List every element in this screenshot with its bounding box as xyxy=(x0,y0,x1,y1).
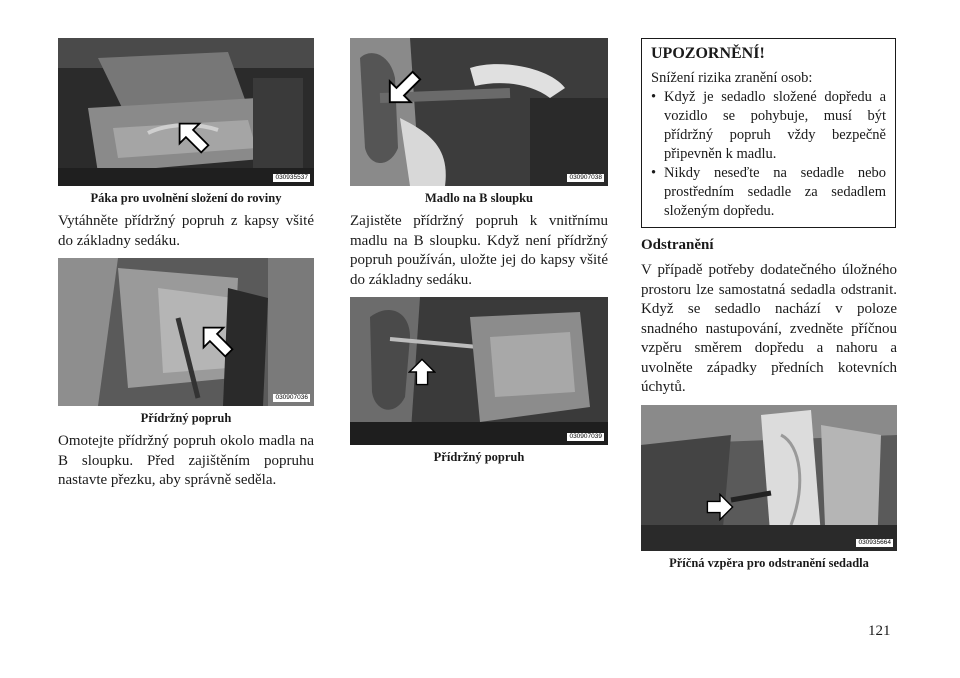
photo-caption: Přídržný popruh xyxy=(140,411,232,425)
seat-photo-illustration xyxy=(641,405,897,551)
paragraph: V případě potřeby dodatečného úložného prostoru lze samostatná sedadla odstranit. Když se sedadlo nachází v poloze snadného nastupování, zvedněte příčnou vzpěru směrem dopředu a nahoru a uvolněte západky předních kotevních úchytů. xyxy=(641,262,897,395)
photo-caption: Páka pro uvolnění složení do roviny xyxy=(90,191,282,205)
paragraph: Omotejte přídržný popruh okolo madla na B sloupku. Před zajištěním popruhu nastavte přezku, aby správně seděla. xyxy=(58,433,314,488)
warning-list xyxy=(651,88,886,221)
seat-photo-illustration xyxy=(58,38,314,186)
photo-code: 030907039 xyxy=(569,433,602,440)
photo-caption: Příčná vzpěra pro odstranění sedadla xyxy=(669,555,869,570)
column-middle xyxy=(350,38,608,471)
warning-box xyxy=(641,38,896,228)
page-number: 121 xyxy=(868,623,891,639)
warning-intro: Snížení rizika zranění osob: xyxy=(651,70,813,86)
photo-caption: Přídržný popruh xyxy=(433,450,525,464)
warning-title: UPOZORNĚNÍ! xyxy=(651,45,765,62)
arrow-icon xyxy=(703,493,737,521)
bullet-icon: • xyxy=(651,165,657,181)
photo-code: 030935664 xyxy=(858,538,891,546)
photo-code: 030907038 xyxy=(569,174,602,181)
photo-caption: Madlo na B sloupku xyxy=(424,191,534,205)
photo-retaining-strap xyxy=(58,258,314,406)
photo-release-lever xyxy=(58,38,314,186)
bullet-icon: • xyxy=(651,89,657,105)
photo-retaining-strap-2 xyxy=(350,297,608,445)
column-left xyxy=(58,38,314,498)
paragraph: Vytáhněte přídržný popruh z kapsy všité do základny sedáku. xyxy=(58,213,314,249)
seat-photo-illustration xyxy=(350,297,608,445)
warning-item xyxy=(651,164,886,221)
arrow-icon xyxy=(176,120,212,156)
seat-photo-illustration xyxy=(58,258,314,406)
photo-b-pillar-handle xyxy=(350,38,608,186)
photo-code: 030907036 xyxy=(275,394,308,401)
arrow-icon xyxy=(408,351,436,393)
paragraph: Zajistěte přídržný popruh k vnitřnímu madlu na B sloupku. Když není přídržný popruh používán, uložte jej do kapsy všité do základny sedáku. xyxy=(350,213,608,288)
arrow-icon xyxy=(386,68,424,106)
arrow-icon xyxy=(200,324,236,360)
section-heading: Odstranění xyxy=(641,237,714,253)
warning-item-text: Nikdy neseďte na sedadle nebo prostředním sedadle za sedadlem složeným dopředu. xyxy=(664,165,886,219)
column-right xyxy=(641,38,897,577)
photo-code: 030935537 xyxy=(275,174,308,181)
warning-item-text: Když je sedadlo složené dopředu a vozidlo se pohybuje, musí být přídržný popruh vždy bezpečně připevněn k madlu. xyxy=(664,89,886,162)
photo-cross-bar xyxy=(641,405,897,551)
seat-photo-illustration xyxy=(350,38,608,186)
warning-item xyxy=(651,88,886,164)
